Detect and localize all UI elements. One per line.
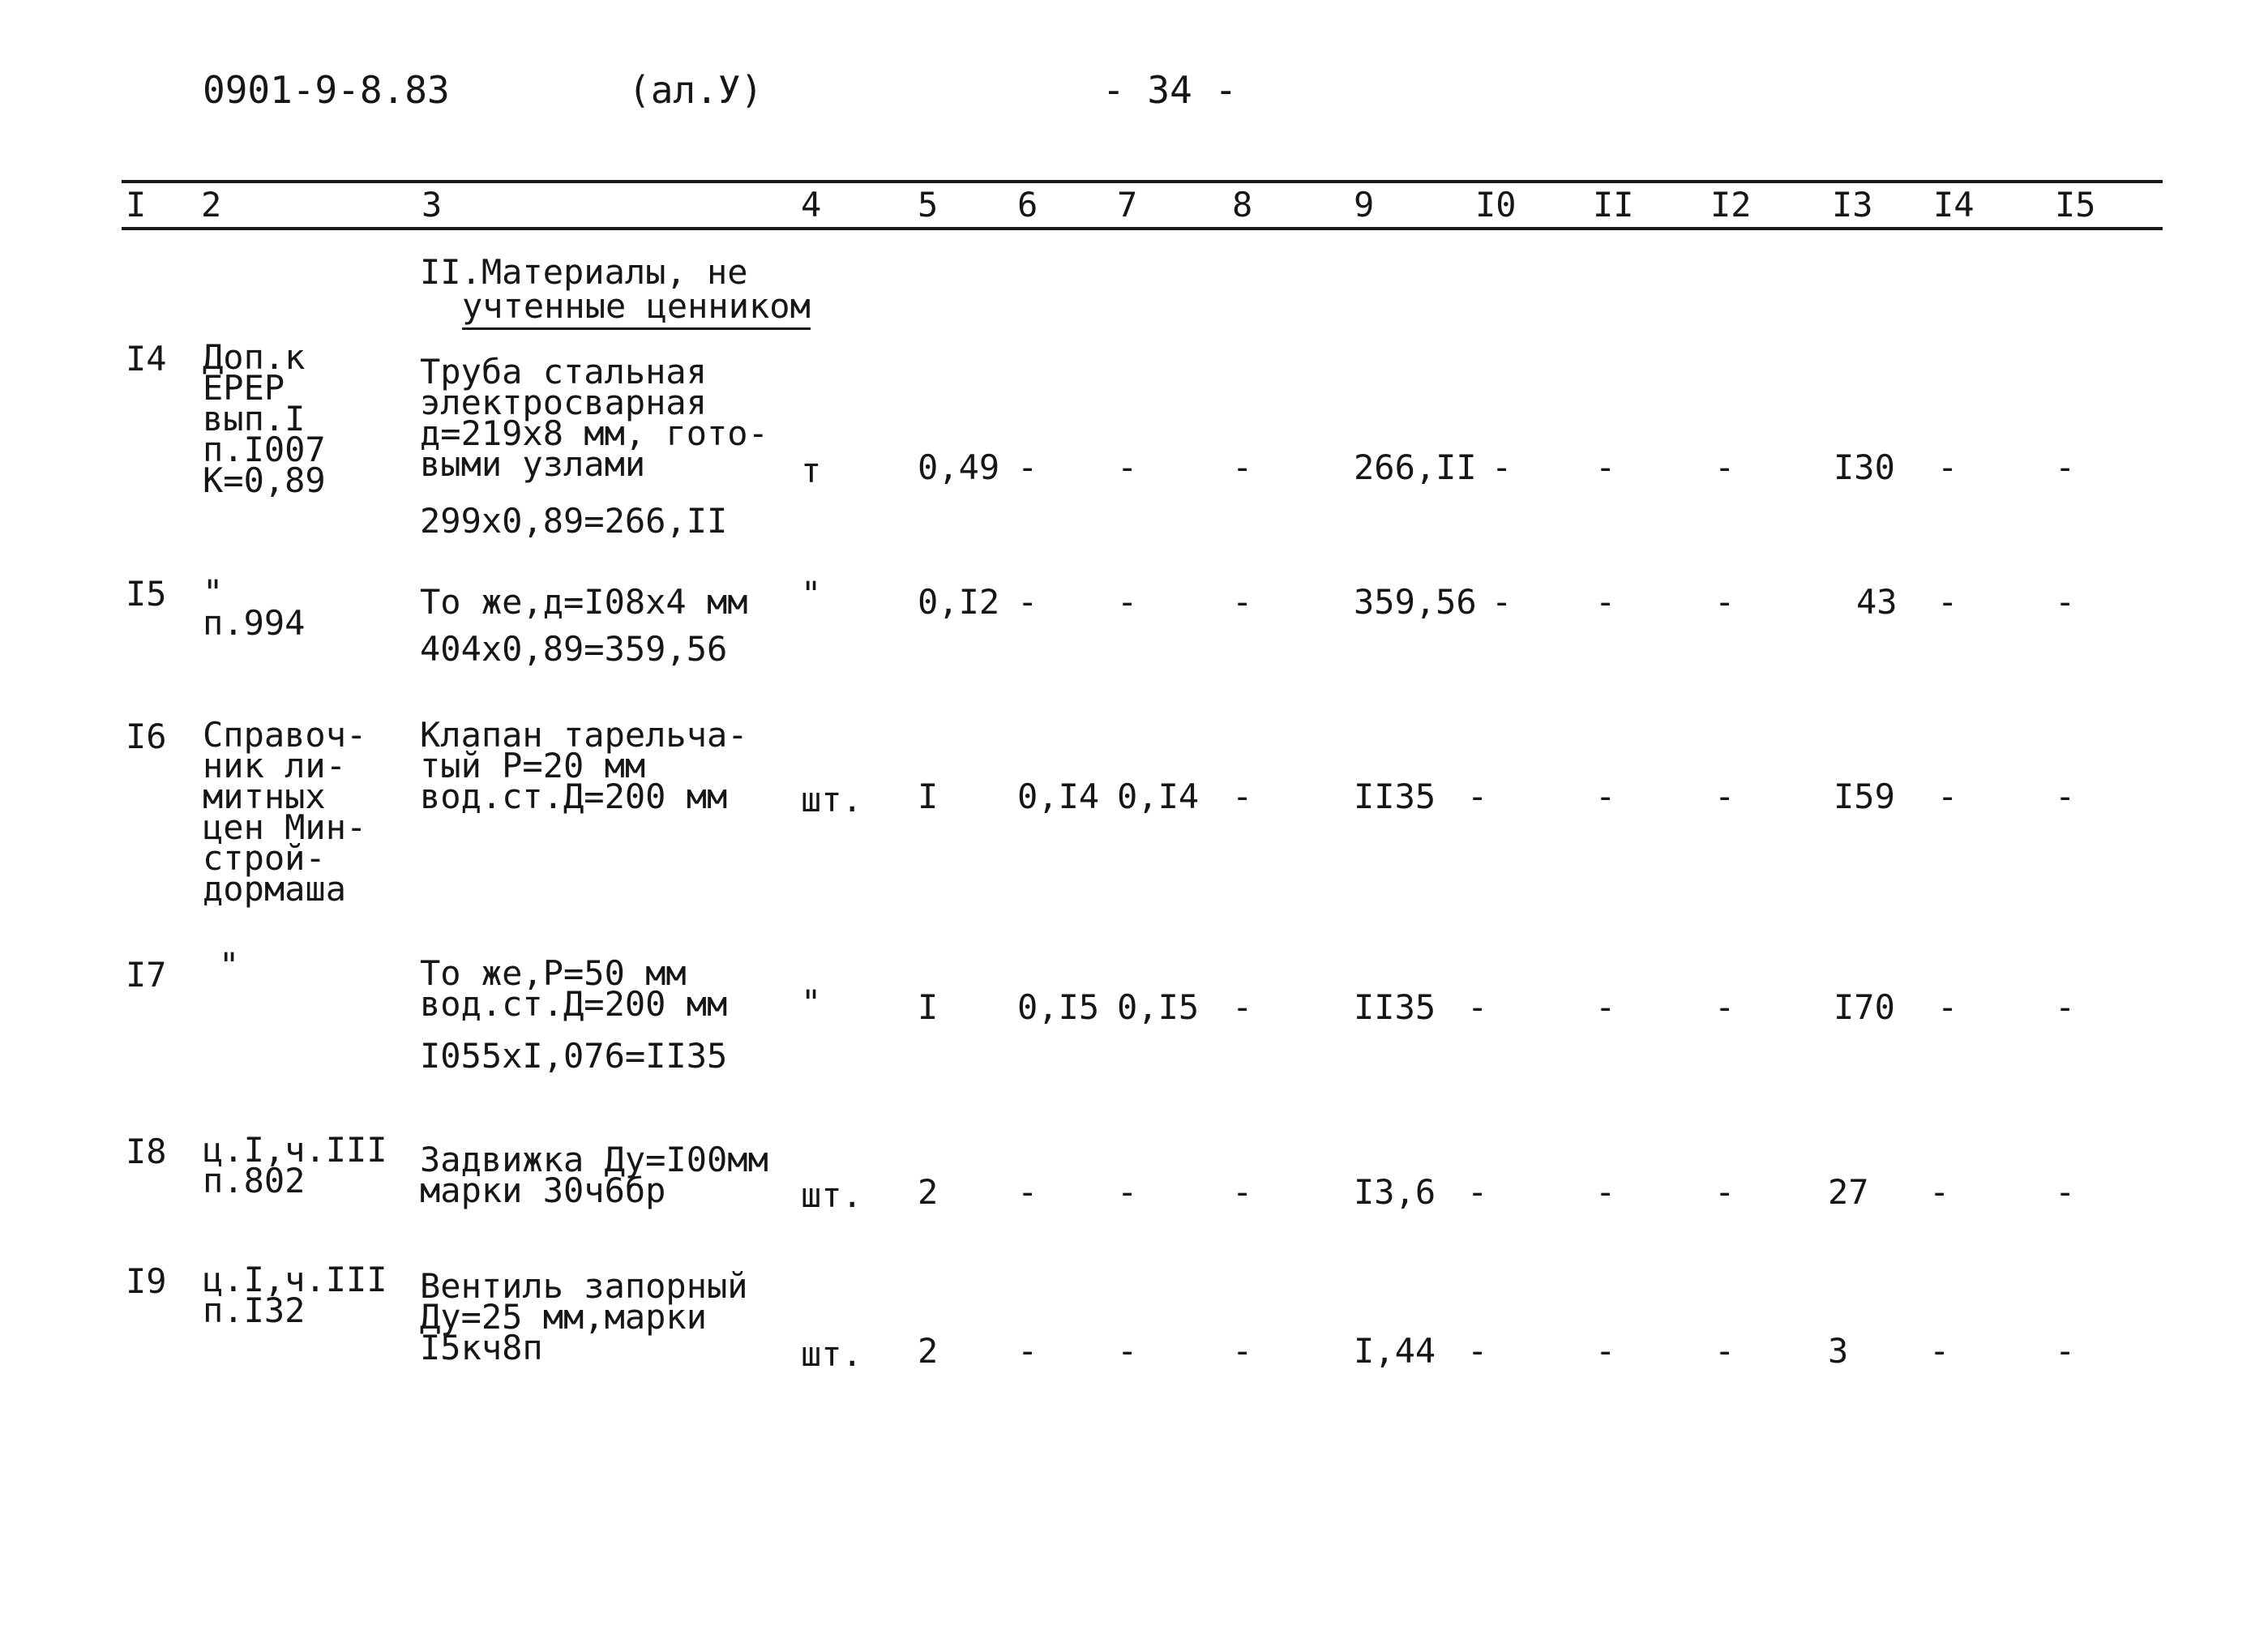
price-reference: ц.I,ч.III п.802 (203, 1130, 387, 1200)
cell-col13: 43 (1856, 582, 1898, 622)
cell-col9: I,44 (1354, 1331, 1436, 1371)
item-name: Клапан тарельча- тый Р=20 мм вод.ст.Д=200 мм (420, 715, 748, 816)
cell-col11: - (1595, 777, 1616, 816)
cell-col15: - (2055, 777, 2076, 816)
column-header: I (126, 185, 147, 225)
cost-calculation: I055хI,076=II35 (420, 1036, 728, 1076)
cell-col12: - (1714, 987, 1735, 1027)
item-name: Труба стальная электросварная д=219х8 мм, гото- выми узлами (420, 352, 768, 484)
column-header: 5 (918, 185, 939, 225)
table-header-rule (122, 227, 2163, 230)
section-subtitle-text: учтенные ценником (462, 286, 811, 330)
price-reference: " п.994 (203, 572, 306, 643)
cell-col10: - (1491, 582, 1513, 622)
column-header: 6 (1017, 185, 1038, 225)
cost-calculation: 404x0,89=359,56 (420, 629, 728, 669)
cell-col10: - (1467, 987, 1488, 1027)
row-number: I4 (126, 339, 167, 379)
cell-col6: - (1017, 447, 1038, 487)
cell-col8: - (1232, 1331, 1253, 1371)
cell-col5: I (918, 987, 939, 1027)
item-name: То же,д=I08х4 мм (420, 582, 748, 622)
unit: " (801, 982, 822, 1022)
cell-col13: 3 (1828, 1331, 1849, 1371)
column-header: 8 (1232, 185, 1253, 225)
cell-col7: - (1117, 582, 1138, 622)
column-header: 9 (1354, 185, 1375, 225)
cell-col6: - (1017, 582, 1038, 622)
cell-col10: - (1467, 777, 1488, 816)
item-name: Вентиль запорный Ду=25 мм,марки I5кч8п (420, 1266, 748, 1367)
cell-col9: 359,56 (1354, 582, 1477, 622)
cell-col14: - (1929, 1172, 1950, 1212)
cell-col13: I70 (1834, 987, 1895, 1027)
cell-col8: - (1232, 777, 1253, 816)
cell-col10: - (1467, 1331, 1488, 1371)
column-header: I3 (1832, 185, 1873, 225)
column-header: 4 (801, 185, 822, 225)
price-reference: Справоч- ник ли- митных цен Мин- строй- дормаша (203, 715, 367, 909)
cell-col10: - (1491, 447, 1513, 487)
cell-col7: - (1117, 1172, 1138, 1212)
cell-col9: II35 (1354, 777, 1436, 816)
unit: шт. (801, 1334, 862, 1374)
cell-col12: - (1714, 777, 1735, 816)
page-number: - 34 - (1102, 68, 1238, 112)
cell-col14: - (1929, 1331, 1950, 1371)
item-name: То же,Р=50 мм вод.ст.Д=200 мм (420, 953, 728, 1024)
unit: т (801, 451, 822, 490)
column-header: I2 (1710, 185, 1752, 225)
cell-col5: 0,49 (918, 447, 1000, 487)
cell-col5: I (918, 777, 939, 816)
row-number: I9 (126, 1261, 167, 1301)
table-top-rule (122, 180, 2163, 183)
cell-col11: - (1595, 447, 1616, 487)
cell-col15: - (2055, 1331, 2076, 1371)
cell-col15: - (2055, 1172, 2076, 1212)
cell-col6: - (1017, 1331, 1038, 1371)
album-label: (ал.У) (628, 68, 764, 112)
cell-col15: - (2055, 582, 2076, 622)
cell-col12: - (1714, 582, 1735, 622)
cell-col14: - (1937, 777, 1958, 816)
column-header: I4 (1933, 185, 1975, 225)
column-header: 7 (1117, 185, 1138, 225)
cell-col8: - (1232, 447, 1253, 487)
price-reference: Доп.к ЕРЕР вып.I п.I007 К=0,89 (203, 337, 326, 500)
cell-col5: 2 (918, 1331, 939, 1371)
cell-col5: 2 (918, 1172, 939, 1212)
cell-col8: - (1232, 1172, 1253, 1212)
cell-col9: I3,6 (1354, 1172, 1436, 1212)
column-header: 2 (201, 185, 222, 225)
cell-col15: - (2055, 447, 2076, 487)
cell-col13: I30 (1834, 447, 1895, 487)
unit: шт. (801, 780, 862, 820)
section-subtitle (462, 286, 811, 326)
cost-calculation: 299x0,89=266,II (420, 501, 728, 541)
cell-col6: - (1017, 1172, 1038, 1212)
section-title: II.Материалы, не (420, 252, 748, 292)
cell-col5: 0,I2 (918, 582, 1000, 622)
row-number: I6 (126, 717, 167, 756)
cell-col6: 0,I4 (1017, 777, 1100, 816)
cell-col14: - (1937, 582, 1958, 622)
document-code: 0901-9-8.83 (203, 68, 450, 112)
cell-col13: I59 (1834, 777, 1895, 816)
cell-col11: - (1595, 1172, 1616, 1212)
cell-col6: 0,I5 (1017, 987, 1100, 1027)
cell-col7: - (1117, 1331, 1138, 1371)
item-name: Задвижка Ду=I00мм марки 30ч6бр (420, 1140, 768, 1210)
price-reference: ц.I,ч.III п.I32 (203, 1260, 387, 1330)
column-header: I0 (1475, 185, 1517, 225)
cell-col12: - (1714, 1331, 1735, 1371)
cell-col7: 0,I4 (1117, 777, 1200, 816)
cell-col12: - (1714, 1172, 1735, 1212)
price-reference: " (219, 945, 240, 985)
row-number: I8 (126, 1132, 167, 1171)
cell-col8: - (1232, 582, 1253, 622)
cell-col9: II35 (1354, 987, 1436, 1027)
cell-col13: 27 (1828, 1172, 1869, 1212)
cell-col12: - (1714, 447, 1735, 487)
cell-col11: - (1595, 1331, 1616, 1371)
unit: " (801, 574, 822, 614)
cell-col14: - (1937, 447, 1958, 487)
unit: шт. (801, 1175, 862, 1215)
column-header: 3 (422, 185, 443, 225)
cell-col9: 266,II (1354, 447, 1477, 487)
cell-col10: - (1467, 1172, 1488, 1212)
cell-col15: - (2055, 987, 2076, 1027)
cell-col11: - (1595, 987, 1616, 1027)
cell-col11: - (1595, 582, 1616, 622)
row-number: I5 (126, 574, 167, 614)
cell-col7: 0,I5 (1117, 987, 1200, 1027)
cell-col14: - (1937, 987, 1958, 1027)
column-header: II (1593, 185, 1634, 225)
cell-col7: - (1117, 447, 1138, 487)
column-header: I5 (2055, 185, 2096, 225)
row-number: I7 (126, 955, 167, 995)
cell-col8: - (1232, 987, 1253, 1027)
